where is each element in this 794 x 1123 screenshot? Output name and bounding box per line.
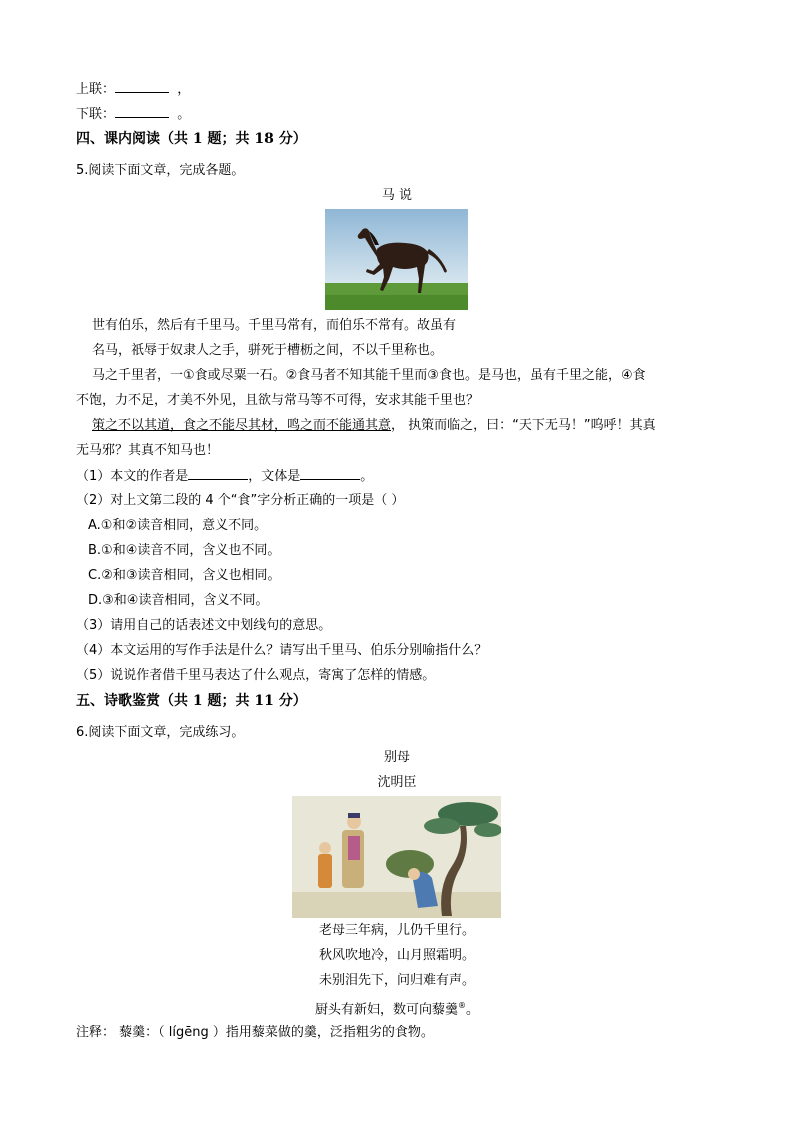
section4-heading: 四、课内阅读（共 1 题；共 18 分） (76, 131, 307, 147)
passage-para2-line1: 马之千里者，一①食或尽粟一石。②食马者不知其能千里而③食也。是马也，虽有千里之能，④食 (92, 368, 646, 383)
note-mark: ® (458, 1001, 466, 1010)
question-1-text-c: 。 (360, 469, 374, 484)
passage-para1-line2: 名马，祇辱于奴隶人之手，骈死于槽枥之间，不以千里称也。 (92, 343, 444, 358)
poem-line-3: 未别泪先下，问归难有声。 (318, 973, 475, 988)
horse-illustration (325, 209, 468, 310)
question-3: （3）请用自己的话表述文中划线句的意思。 (76, 618, 332, 633)
question-2: （2）对上文第二段的 4 个“食”字分析正确的一项是（ ） (76, 493, 405, 508)
genre-blank[interactable] (300, 467, 360, 480)
passage-para3-line2: 无马邪？其真不知马也！ (76, 443, 220, 458)
question5-intro: 5.阅读下面文章，完成各题。 (76, 163, 245, 178)
painting-image (292, 796, 501, 918)
underlined-sentence: 策之不以其道，食之不能尽其材，鸣之而不能通其意 (92, 418, 392, 433)
lower-couplet-line (76, 105, 190, 124)
farewell-painting-illustration (292, 796, 501, 918)
question-1 (76, 467, 373, 486)
passage-para3-rest: ， 执策而临之，曰：“天下无马！”呜呼！其真 (391, 418, 656, 433)
poem-note: 注释： 藜羹：（ lígēng ）指用藜菜做的羹，泛指粗劣的食物。 (76, 1025, 434, 1040)
question-1-text-a: （1）本文的作者是 (76, 469, 189, 484)
question-5: （5）说说作者借千里马表达了什么观点，寄寓了怎样的情感。 (76, 668, 436, 683)
poem-line-4-end: 。 (466, 1002, 480, 1018)
lower-couplet-label: 下联： (76, 107, 116, 122)
upper-couplet-punct: ， (177, 82, 191, 97)
passage-para3-line1 (92, 417, 656, 435)
poem-line-4-text: 厨头有新妇，数可向藜羹 (314, 1002, 458, 1018)
poem-line-2: 秋风吹地冷，山月照霜明。 (318, 948, 475, 963)
poem-line-4 (0, 997, 794, 1019)
author-blank[interactable] (188, 467, 248, 480)
passage-title: 马 说 (381, 188, 413, 203)
upper-couplet-line (76, 80, 190, 99)
passage-para1-line1: 世有伯乐，然后有千里马。千里马常有，而伯乐不常有。故虽有 (92, 318, 457, 333)
option-c[interactable]: C.②和③读音相同，含义也相同。 (88, 568, 281, 583)
upper-couplet-label: 上联： (76, 82, 116, 97)
question-1-text-b: ，文体是 (248, 469, 301, 484)
upper-couplet-blank[interactable] (115, 80, 169, 93)
poem-line-1: 老母三年病，儿仍千里行。 (318, 923, 475, 938)
poem-author: 沈明臣 (377, 775, 417, 790)
option-d[interactable]: D.③和④读音相同，含义不同。 (88, 593, 269, 608)
option-a[interactable]: A.①和②读音相同，意义不同。 (88, 518, 268, 533)
question-4: （4）本文运用的写作手法是什么？请写出千里马、伯乐分别喻指什么？ (76, 643, 488, 658)
section5-heading: 五、诗歌鉴赏（共 1 题；共 11 分） (76, 693, 307, 709)
option-b[interactable]: B.①和④读音不同，含义也不同。 (88, 543, 281, 558)
lower-couplet-blank[interactable] (115, 105, 169, 118)
horse-image (325, 209, 468, 310)
poem-title: 别母 (383, 750, 410, 765)
question6-intro: 6.阅读下面文章，完成练习。 (76, 725, 245, 740)
passage-para2-line2: 不饱，力不足，才美不外见，且欲与常马等不可得，安求其能千里也？ (76, 393, 480, 408)
lower-couplet-punct: 。 (177, 107, 191, 122)
